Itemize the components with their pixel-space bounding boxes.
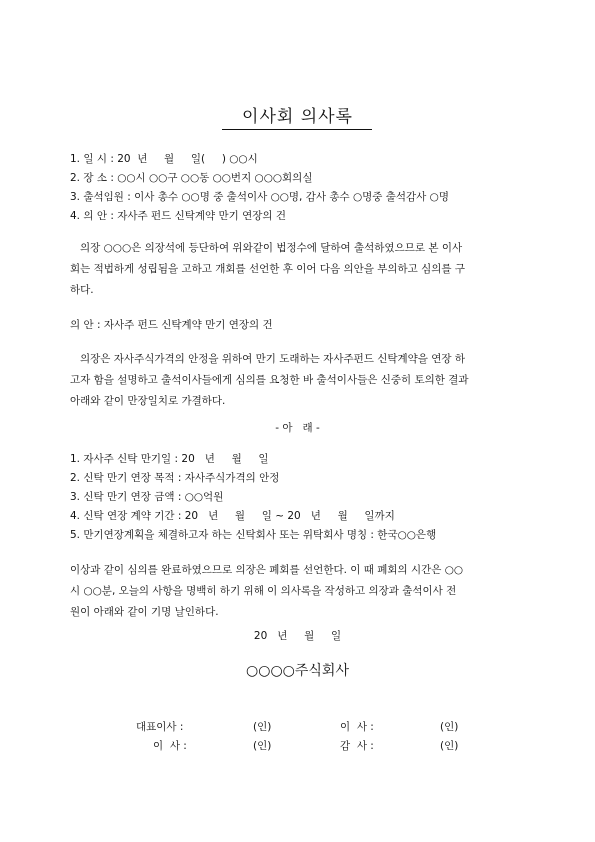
seal-placeholder: (인) xyxy=(253,721,272,733)
signature-label-ceo: 대표이사 : xyxy=(136,721,184,733)
opening-paragraph-line: 회는 적법하게 성립됨을 고하고 개회를 선언한 후 이어 다음 의안을 부의하고 심의를 구 xyxy=(70,263,466,275)
opening-paragraph-line: 의장 ○○○은 의장석에 등단하여 위와같이 법정수에 달하여 출석하였으므로 본 이사 xyxy=(70,242,463,254)
deliberation-paragraph-line: 고자 함을 설명하고 출석이사들에게 심의를 요청한 바 출석이사들은 신중히 토의한 결과 xyxy=(70,374,469,386)
closing-paragraph-line: 원이 아래와 같이 기명 날인하다. xyxy=(70,606,219,618)
detail-item-amount: 3. 신탁 만기 연장 금액 : ○○억원 xyxy=(70,491,224,503)
seal-placeholder: (인) xyxy=(440,721,459,733)
header-item-datetime: 1. 일 시 : 20 년 월 일( ) ○○시 xyxy=(70,153,258,165)
title-underline xyxy=(222,129,372,130)
header-item-attendance: 3. 출석임원 : 이사 총수 ○○명 중 출석이사 ○○명, 감사 총수 ○명중 출석감사 ○명 xyxy=(70,191,449,203)
document-title: 이사회 의사록 xyxy=(242,107,353,127)
below-heading: - 아 래 - xyxy=(275,422,320,434)
detail-item-period: 4. 신탁 연장 계약 기간 : 20 년 월 일 ~ 20 년 월 일까지 xyxy=(70,510,395,522)
agenda-line: 의 안 : 자사주 펀드 신탁계약 만기 연장의 건 xyxy=(70,319,273,331)
signature-label-director: 이 사 : xyxy=(340,721,374,733)
closing-paragraph-line: 시 ○○분, 오늘의 사항을 명백히 하기 위해 이 의사록을 작성하고 의장과 출석이사 전 xyxy=(70,585,457,597)
header-item-place: 2. 장 소 : ○○시 ○○구 ○○동 ○○번지 ○○○회의실 xyxy=(70,172,313,184)
seal-placeholder: (인) xyxy=(440,740,459,752)
deliberation-paragraph-line: 아래와 같이 만장일치로 가결하다. xyxy=(70,395,226,407)
opening-paragraph-line: 하다. xyxy=(70,284,94,296)
detail-item-purpose: 2. 신탁 만기 연장 목적 : 자사주식가격의 안정 xyxy=(70,472,280,484)
closing-paragraph-line: 이상과 같이 심의를 완료하였으므로 의장은 폐회를 선언한다. 이 때 폐회의 시간은 ○○ xyxy=(70,564,464,576)
seal-placeholder: (인) xyxy=(253,740,272,752)
detail-item-trustee: 5. 만기연장계획을 체결하고자 하는 신탁회사 또는 위탁회사 명칭 : 한국○○은행 xyxy=(70,529,437,541)
signing-date: 20 년 월 일 xyxy=(253,630,342,642)
detail-item-expiry: 1. 자사주 신탁 만기일 : 20 년 월 일 xyxy=(70,453,269,465)
deliberation-paragraph-line: 의장은 자사주식가격의 안정을 위하여 만기 도래하는 자사주펀드 신탁계약을 연장 하 xyxy=(70,353,466,365)
signature-label-director: 이 사 : xyxy=(153,740,187,752)
signature-label-auditor: 감 사 : xyxy=(340,740,374,752)
header-item-agenda: 4. 의 안 : 자사주 펀드 신탁계약 만기 연장의 건 xyxy=(70,210,287,222)
company-name: ○○○○주식회사 xyxy=(246,663,349,679)
